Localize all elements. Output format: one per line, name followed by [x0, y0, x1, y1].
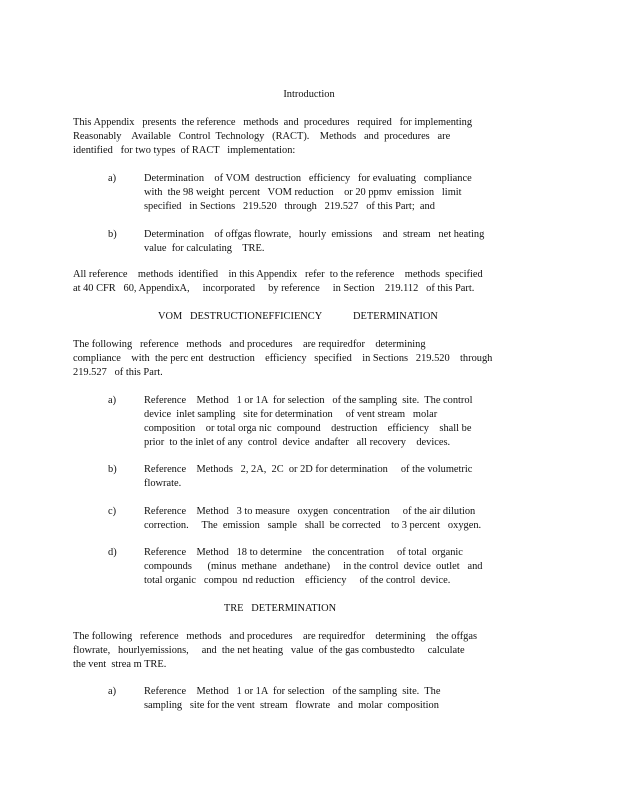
section-heading-vom: VOM DESTRUCTIONEFFICIENCY DETERMINATION	[158, 311, 438, 322]
list-marker: b)	[108, 229, 117, 240]
list-marker: a)	[108, 686, 117, 697]
list-marker: a)	[108, 395, 117, 406]
text-line: This Appendix presents the reference methods and procedures required for implementing	[73, 117, 473, 128]
text-line: flowrate.	[144, 478, 182, 489]
text-line: Reference Method 1 or 1A for selection of the sampling site. The	[144, 686, 441, 697]
text-line: The following reference methods and procedures are requiredfor determining the offgas	[73, 631, 478, 642]
text-line: All reference methods identified in this Appendix refer to the reference methods specified	[73, 269, 483, 280]
text-line: Reference Method 1 or 1A for selection of the sampling site. The control	[144, 395, 473, 406]
section-heading-tre: TRE DETERMINATION	[223, 603, 337, 614]
text-line: total organic compou nd reduction efficiency of the control device.	[144, 575, 451, 586]
text-line: flowrate, hourlyemissions, and the net heating value of the gas combustedto calculate	[73, 645, 465, 656]
text-line: The following reference methods and procedures are requiredfor determining	[73, 339, 426, 350]
text-line: correction. The emission sample shall be corrected to 3 percent oxygen.	[144, 520, 482, 531]
text-line: value for calculating TRE.	[144, 243, 265, 254]
text-line: at 40 CFR 60, AppendixA, incorporated by reference in Section 219.112 of this Part.	[73, 283, 475, 294]
text-line: Reference Method 3 to measure oxygen concentration of the air dilution	[144, 506, 476, 517]
text-line: specified in Sections 219.520 through 219.527 of this Part; and	[144, 201, 435, 212]
list-marker: b)	[108, 464, 117, 475]
text-line: prior to the inlet of any control device andafter all recovery devices.	[144, 437, 451, 448]
list-marker: a)	[108, 173, 117, 184]
text-line: identified for two types of RACT implementation:	[73, 145, 296, 156]
text-line: composition or total orga nic compound destruction efficiency shall be	[144, 423, 472, 434]
text-line: 219.527 of this Part.	[73, 367, 163, 378]
text-line: Reference Methods 2, 2A, 2C or 2D for determination of the volumetric	[144, 464, 473, 475]
text-line: with the 98 weight percent VOM reduction or 20 ppmv emission limit	[144, 187, 462, 198]
page-title: Introduction	[283, 89, 335, 100]
text-line: Determination of VOM destruction efficiency for evaluating compliance	[144, 173, 472, 184]
list-marker: c)	[108, 506, 117, 517]
text-line: compounds (minus methane andethane) in the control device outlet and	[144, 561, 483, 572]
text-line: sampling site for the vent stream flowrate and molar composition	[144, 700, 439, 711]
text-line: device inlet sampling site for determination of vent stream molar	[144, 409, 438, 420]
text-line: the vent strea m TRE.	[73, 659, 167, 670]
text-line: Determination of offgas flowrate, hourly emissions and stream net heating	[144, 229, 485, 240]
text-line: compliance with the perc ent destruction efficiency specified in Sections 219.520 through	[73, 353, 493, 364]
text-line: Reference Method 18 to determine the concentration of total organic	[144, 547, 463, 558]
list-marker: d)	[108, 547, 117, 558]
text-line: Reasonably Available Control Technology (RACT). Methods and procedures are	[73, 131, 451, 142]
